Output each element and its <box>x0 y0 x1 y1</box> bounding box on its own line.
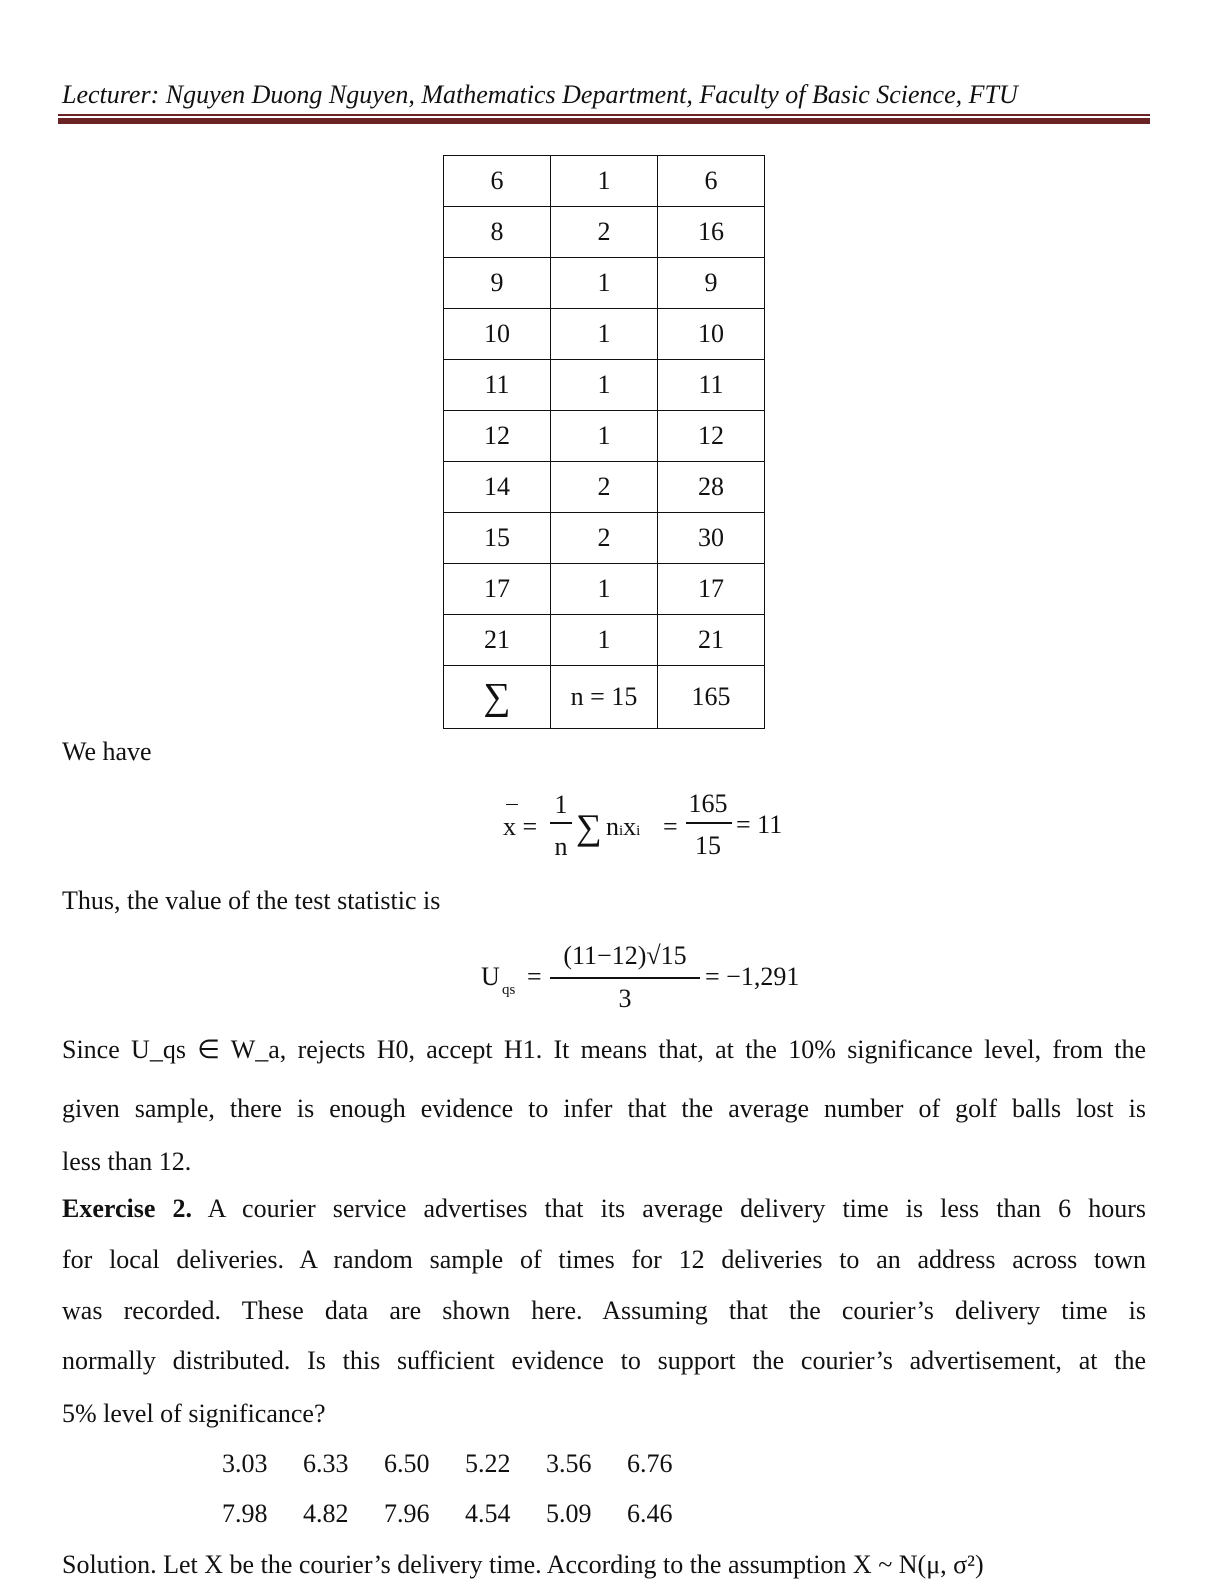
thus-text: Thus, the value of the test statistic is <box>62 886 441 915</box>
data-value: 6.33 <box>303 1449 349 1478</box>
table-row <box>444 513 765 564</box>
table-cell: 6 <box>658 156 765 207</box>
table-row <box>444 360 765 411</box>
data-value: 6.76 <box>627 1449 673 1478</box>
table-cell: 2 <box>551 462 658 513</box>
frequency-table <box>443 155 765 729</box>
frac-num: 165 <box>688 789 728 818</box>
frac-den: 15 <box>695 831 721 860</box>
data-value: 4.54 <box>465 1499 511 1528</box>
u-result: = −1,291 <box>705 962 800 991</box>
equals: = <box>663 812 678 841</box>
data-value: 7.96 <box>384 1499 430 1528</box>
frac-bar <box>550 977 700 979</box>
table-cell: 11 <box>444 360 551 411</box>
table-cell: 1 <box>551 156 658 207</box>
data-value: 6.46 <box>627 1499 673 1528</box>
frac-bar <box>550 822 572 824</box>
header-rule-thick <box>58 118 1150 124</box>
table-cell: 30 <box>658 513 765 564</box>
table-cell: 16 <box>658 207 765 258</box>
table-cell: 1 <box>551 411 658 462</box>
table-cell: 2 <box>551 513 658 564</box>
sub-i: i <box>619 823 624 839</box>
table-row <box>444 564 765 615</box>
table-cell: 21 <box>658 615 765 666</box>
table-cell: 2 <box>551 207 658 258</box>
conclusion-line-3: less than 12. <box>62 1147 192 1176</box>
u-symbol: U <box>481 962 500 991</box>
mean-result: = 11 <box>736 810 783 839</box>
mean-lhs: x = <box>503 812 538 841</box>
header-rule-thin <box>58 114 1150 116</box>
table-row <box>444 309 765 360</box>
table-cell: 12 <box>444 411 551 462</box>
u-sub: qs <box>502 982 516 998</box>
frac-num: 1 <box>554 790 568 819</box>
we-have-text: We have <box>62 737 152 766</box>
exercise-line-1 <box>62 1196 1146 1222</box>
table-cell: n = 15 <box>551 666 658 729</box>
table-row <box>444 207 765 258</box>
frac-den: n <box>554 832 568 861</box>
table-cell: 12 <box>658 411 765 462</box>
table-cell: 15 <box>444 513 551 564</box>
frac-bar <box>686 822 732 824</box>
table-row <box>444 666 765 729</box>
sigma: ∑ <box>576 807 602 847</box>
table-cell: 9 <box>444 258 551 309</box>
conclusion-line-2: given sample, there is enough evidence to infer that the average number of golf balls lost is <box>62 1094 1146 1123</box>
data-value: 6.50 <box>384 1449 430 1478</box>
solution-text: Solution. Let X be the courier’s delivery time. According to the assumption X ~ N(μ, σ²) <box>62 1550 984 1579</box>
conclusion-line-1: Since U_qs ∈ W_a, rejects H0, accept H1. It means that, at the 10% significance level, from the <box>62 1035 1146 1064</box>
equals: = <box>527 962 542 991</box>
table-cell: 11 <box>658 360 765 411</box>
exercise-line-4: normally distributed. Is this sufficient evidence to support the courier’s advertisement, at the <box>62 1346 1146 1375</box>
page-header: Lecturer: Nguyen Duong Nguyen, Mathematics Department, Faculty of Basic Science, FTU <box>62 80 1018 109</box>
table-cell: 10 <box>444 309 551 360</box>
table-cell: 10 <box>658 309 765 360</box>
document-page: Lecturer: Nguyen Duong Nguyen, Mathematics Department, Faculty of Basic Science, FTU 6 1 6 8 2 16 9 1 9 10 1 10 11 1 11 12 1 12 14 2 28 15 2 30 17 1 17 21 1 21 ∑ n = 15 165 We have x = 1 n ∑ nixi = 165 15 = 11 Thus, the value of the test statistic is U qs = (11−12)√15 3 = −1,291 Since U_qs ∈ W_a, rejects H0, accept H1. It means that, at the 10% significance level, from the given sample, there is enough evidence to infer that the average number of golf balls lost is less than 12. Exercise 2. A courier service advertises that its average delivery time is less than 6 hours for local deliveries. A random sample of times for 12 deliveries to an address across town was recorded. These data are shown here. Assuming that the courier’s delivery time is normally distributed. Is this sufficient evidence to support the courier’s advertisement, at the 5% level of significance? 3.03 6.33 6.50 5.22 3.56 6.76 7.98 4.82 7.96 4.54 5.09 6.46 Solution. Let X be the courier’s delivery time. According to the assumption X ~ N(μ, σ²) <box>0 0 1225 1585</box>
table-cell: ∑ <box>444 666 551 729</box>
table-cell: 1 <box>551 258 658 309</box>
data-value: 3.56 <box>546 1449 592 1478</box>
data-value: 7.98 <box>222 1499 268 1528</box>
overline <box>506 804 518 805</box>
data-value: 5.09 <box>546 1499 592 1528</box>
table-cell: 1 <box>551 309 658 360</box>
table-cell: 6 <box>444 156 551 207</box>
exercise-line-2: for local deliveries. A random sample of times for 12 deliveries to an address across town <box>62 1245 1146 1274</box>
exercise-line-3: was recorded. These data are shown here. Assuming that the courier’s delivery time is <box>62 1296 1146 1325</box>
table-row <box>444 411 765 462</box>
table-row <box>444 156 765 207</box>
table-cell: 1 <box>551 615 658 666</box>
table-cell: 9 <box>658 258 765 309</box>
table-cell: 28 <box>658 462 765 513</box>
exercise-line-5: 5% level of significance? <box>62 1399 326 1428</box>
table-row <box>444 258 765 309</box>
table-row <box>444 615 765 666</box>
data-value: 3.03 <box>222 1449 268 1478</box>
table-cell: 1 <box>551 360 658 411</box>
data-value: 4.82 <box>303 1499 349 1528</box>
table-cell: 1 <box>551 564 658 615</box>
data-value: 5.22 <box>465 1449 511 1478</box>
frac-num: (11−12)√15 <box>563 941 687 970</box>
frac-den: 3 <box>618 984 632 1013</box>
sub-i: i <box>636 823 641 839</box>
table-cell: 17 <box>658 564 765 615</box>
table-row <box>444 462 765 513</box>
table-cell: 8 <box>444 207 551 258</box>
exercise-text: A courier service advertises that its average delivery time is less than 6 hours <box>207 1194 1146 1223</box>
solution-line-cut <box>62 1550 984 1580</box>
table-cell: 14 <box>444 462 551 513</box>
table-cell: 165 <box>658 666 765 729</box>
table-cell: 21 <box>444 615 551 666</box>
exercise-title: Exercise 2. <box>62 1194 192 1223</box>
table-cell: 17 <box>444 564 551 615</box>
